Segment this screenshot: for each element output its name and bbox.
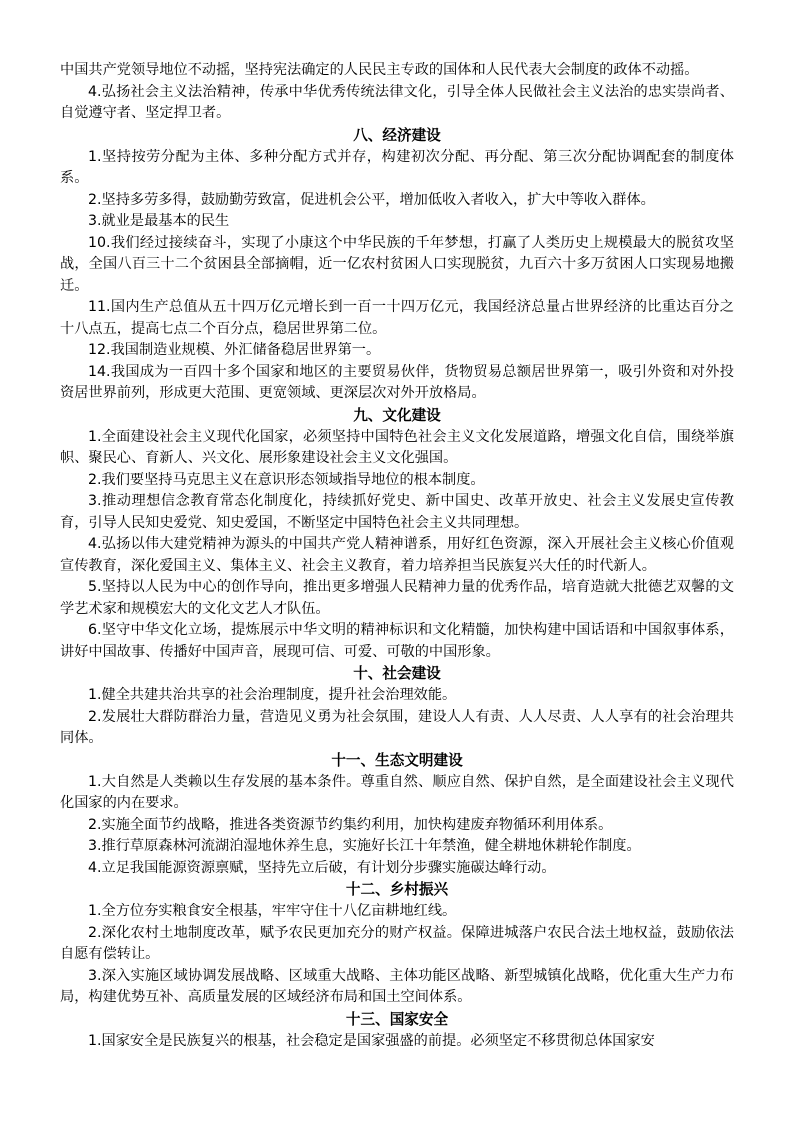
paragraph-11: 1.全面建设社会主义现代化国家，必须坚持中国特色社会主义文化发展道路，增强文化自信，围绕举旗帜、聚民心、育新人、兴文化、展形象建设社会主义文化强国。 xyxy=(60,428,734,466)
paragraph-28: 3.深入实施区域协调发展战略、区域重大战略、主体功能区战略、新型城镇化战略，优化重大生产力布局，构建优势互补、高质量发展的区域经济布局和国土空间体系。 xyxy=(60,967,734,1005)
paragraph-19: 2.发展壮大群防群治力量，营造见义勇为社会氛围，建设人人有责、人人尽责、人人享有的社会治理共同体。 xyxy=(60,708,734,746)
paragraph-18: 1.健全共建共治共享的社会治理制度，提升社会治理效能。 xyxy=(88,687,457,703)
section-heading-rural: 十二、乡村振兴 xyxy=(345,881,449,898)
section-heading-ecology: 十一、生态文明建设 xyxy=(331,751,463,769)
paragraph-12: 2.我们要坚持马克思主义在意识形态领域指导地位的根本制度。 xyxy=(88,471,485,488)
paragraph-22: 2.实施全面节约战略，推进各类资源节约集约利用，加快构建废弃物循环利用体系。 xyxy=(88,816,613,833)
paragraph-26: 1.全方位夯实粮食安全根基，牢牢守住十八亿亩耕地红线。 xyxy=(88,903,457,919)
paragraph-6: 10.我们经过接续奋斗，实现了小康这个中华民族的千年梦想，打赢了人类历史上规模最大的脱贫攻坚战，全国八百三十二个贫困县全部摘帽，近一亿农村贫困人口实现脱贫，九百六十多万贫困人口实现易地搬迁。 xyxy=(60,234,734,294)
paragraph-24: 4.立足我国能源资源禀赋，坚持先立后破，有计划分步骤实施碳达峰行动。 xyxy=(88,859,556,876)
paragraph-16: 6.坚守中华文化立场，提炼展示中华文明的精神标识和文化精髓，加快构建中国话语和中国叙事体系，讲好中国故事、传播好中国声音，展现可信、可爱、可敬的中国形象。 xyxy=(60,622,734,660)
paragraph-15: 5.坚持以人民为中心的创作导向，推出更多增强人民精神力量的优秀作品，培育造就大批德艺双馨的文学艺术家和规模宏大的文化文艺人才队伍。 xyxy=(60,579,734,617)
paragraph-21: 1.大自然是人类赖以生存发展的基本条件。尊重自然、顺应自然、保护自然，是全面建设社会主义现代化国家的内在要求。 xyxy=(60,773,734,811)
paragraph-4: 2.坚持多劳多得，鼓励勤劳致富，促进机会公平，增加低收入者收入，扩大中等收入群体。 xyxy=(88,191,655,208)
paragraph-0: 中国共产党领导地位不动摇，坚持宪法确定的人民民主专政的国体和人民代表大会制度的政体不动摇。 xyxy=(60,62,699,78)
paragraph-14: 4.弘扬以伟大建党精神为源头的中国共产党人精神谱系，用好红色资源，深入开展社会主义核心价值观宣传教育，深化爱国主义、集体主义、社会主义教育，着力培养担当民族复兴大任的时代新人。 xyxy=(60,536,734,574)
section-heading-society: 十、社会建设 xyxy=(353,665,441,682)
section-heading-economy: 八、经济建设 xyxy=(353,126,441,144)
paragraph-5: 3.就业是最基本的民生 xyxy=(88,213,230,229)
section-heading-security: 十三、国家安全 xyxy=(345,1010,449,1028)
paragraph-13: 3.推动理想信念教育常态化制度化，持续抓好党史、新中国史、改革开放史、社会主义发展史宣传教育，引导人民知史爱党、知史爱国，不断坚定中国特色社会主义共同理想。 xyxy=(60,493,734,531)
paragraph-7: 11.国内生产总值从五十四万亿元增长到一百一十四万亿元，我国经济总量占世界经济的比重达百分之十八点五，提高七点二个百分点，稳居世界第二位。 xyxy=(60,299,734,337)
section-heading-culture: 九、文化建设 xyxy=(353,406,441,424)
paragraph-27: 2.深化农村土地制度改革，赋予农民更加充分的财产权益。保障进城落户农民合法土地权益，鼓励依法自愿有偿转让。 xyxy=(60,924,734,962)
paragraph-9: 14.我国成为一百四十多个国家和地区的主要贸易伙伴，货物贸易总额居世界第一，吸引外资和对外投资居世界前列，形成更大范围、更宽领域、更深层次对外开放格局。 xyxy=(60,363,734,401)
paragraph-3: 1.坚持按劳分配为主体、多种分配方式并存，构建初次分配、再分配、第三次分配协调配套的制度体系。 xyxy=(60,148,734,186)
paragraph-23: 3.推行草原森林河流湖泊湿地休养生息，实施好长江十年禁渔，健全耕地休耕轮作制度。 xyxy=(88,838,641,854)
paragraph-8: 12.我国制造业规模、外汇储备稳居世界第一。 xyxy=(88,342,381,358)
paragraph-1: 4.弘扬社会主义法治精神，传承中华优秀传统法律文化，引导全体人民做社会主义法治的忠实崇尚者、自觉遵守者、坚定捍卫者。 xyxy=(60,83,734,121)
paragraph-30: 1.国家安全是民族复兴的根基，社会稳定是国家强盛的前提。必须坚定不移贯彻总体国家安 xyxy=(88,1032,655,1049)
